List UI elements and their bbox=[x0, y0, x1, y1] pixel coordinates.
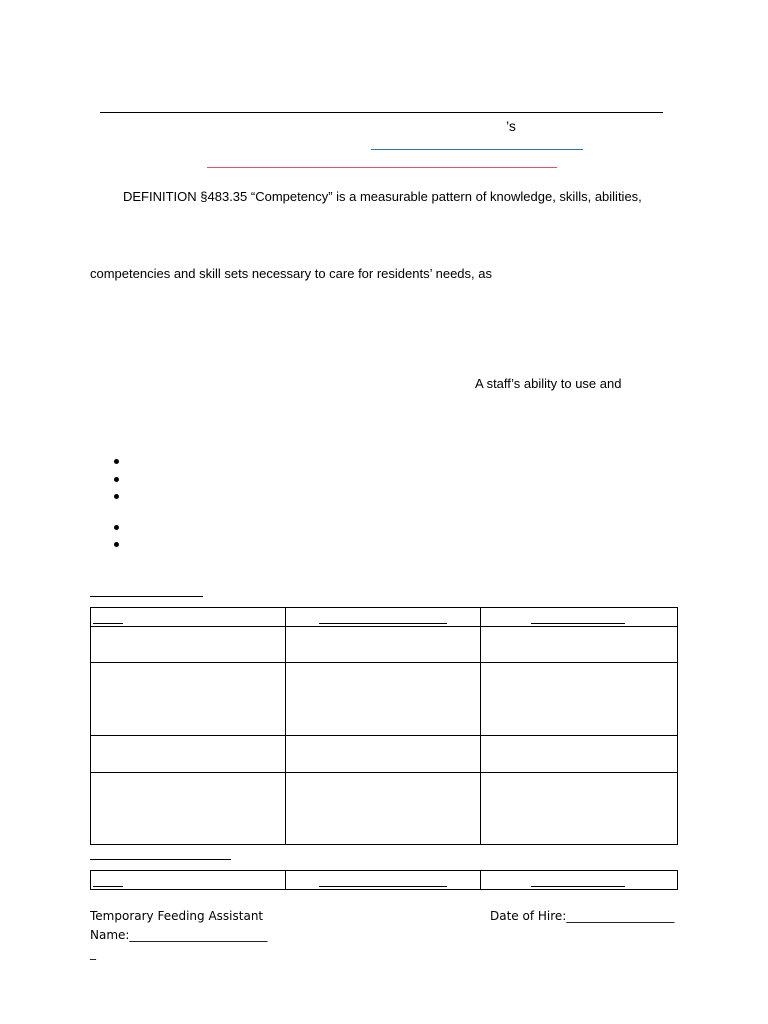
trailing-mark: _ bbox=[90, 946, 96, 960]
table-cell[interactable] bbox=[481, 627, 678, 663]
date-of-hire-field[interactable]: Date of Hire:__________________ bbox=[490, 909, 675, 923]
bullet-marker bbox=[114, 494, 119, 499]
table-row bbox=[91, 736, 678, 773]
section-heading-underline bbox=[90, 596, 203, 597]
table-header-cell bbox=[481, 871, 678, 890]
possessive-suffix: ’s bbox=[506, 118, 516, 134]
table-cell[interactable] bbox=[91, 736, 286, 773]
section-heading-underline bbox=[90, 859, 231, 860]
table-cell[interactable] bbox=[91, 773, 286, 845]
table-row bbox=[91, 663, 678, 736]
table-cell[interactable] bbox=[481, 773, 678, 845]
bullet-marker bbox=[114, 525, 119, 530]
bullet-marker bbox=[114, 542, 119, 547]
bullet-marker bbox=[114, 477, 119, 482]
red-field-line bbox=[207, 167, 557, 168]
table-cell[interactable] bbox=[286, 736, 481, 773]
table-cell[interactable] bbox=[481, 663, 678, 736]
table-header-row bbox=[91, 608, 678, 627]
table-row bbox=[91, 773, 678, 845]
table-header-cell bbox=[286, 871, 481, 890]
table-cell[interactable] bbox=[91, 663, 286, 736]
table-header-cell bbox=[91, 871, 286, 890]
definition-text: DEFINITION §483.35 “Competency” is a measurable pattern of knowledge, skills, abilities, bbox=[123, 189, 642, 204]
table-header-cell bbox=[91, 608, 286, 627]
competency-table bbox=[90, 607, 678, 845]
title-rule bbox=[100, 112, 663, 113]
table-header-cell bbox=[481, 608, 678, 627]
table-cell[interactable] bbox=[91, 627, 286, 663]
table-cell[interactable] bbox=[286, 627, 481, 663]
bullet-marker bbox=[114, 459, 119, 464]
staff-ability-text: A staff’s ability to use and bbox=[475, 376, 622, 391]
table-header-cell bbox=[286, 608, 481, 627]
signature-table bbox=[90, 870, 678, 890]
competencies-text: competencies and skill sets necessary to care for residents’ needs, as bbox=[90, 266, 492, 281]
blue-field-line bbox=[371, 149, 583, 150]
name-field[interactable]: Name:_______________________ bbox=[90, 928, 268, 942]
table-header-row bbox=[91, 871, 678, 890]
table-cell[interactable] bbox=[481, 736, 678, 773]
table-cell[interactable] bbox=[286, 773, 481, 845]
position-label: Temporary Feeding Assistant bbox=[90, 909, 264, 923]
table-row bbox=[91, 627, 678, 663]
table-cell[interactable] bbox=[286, 663, 481, 736]
